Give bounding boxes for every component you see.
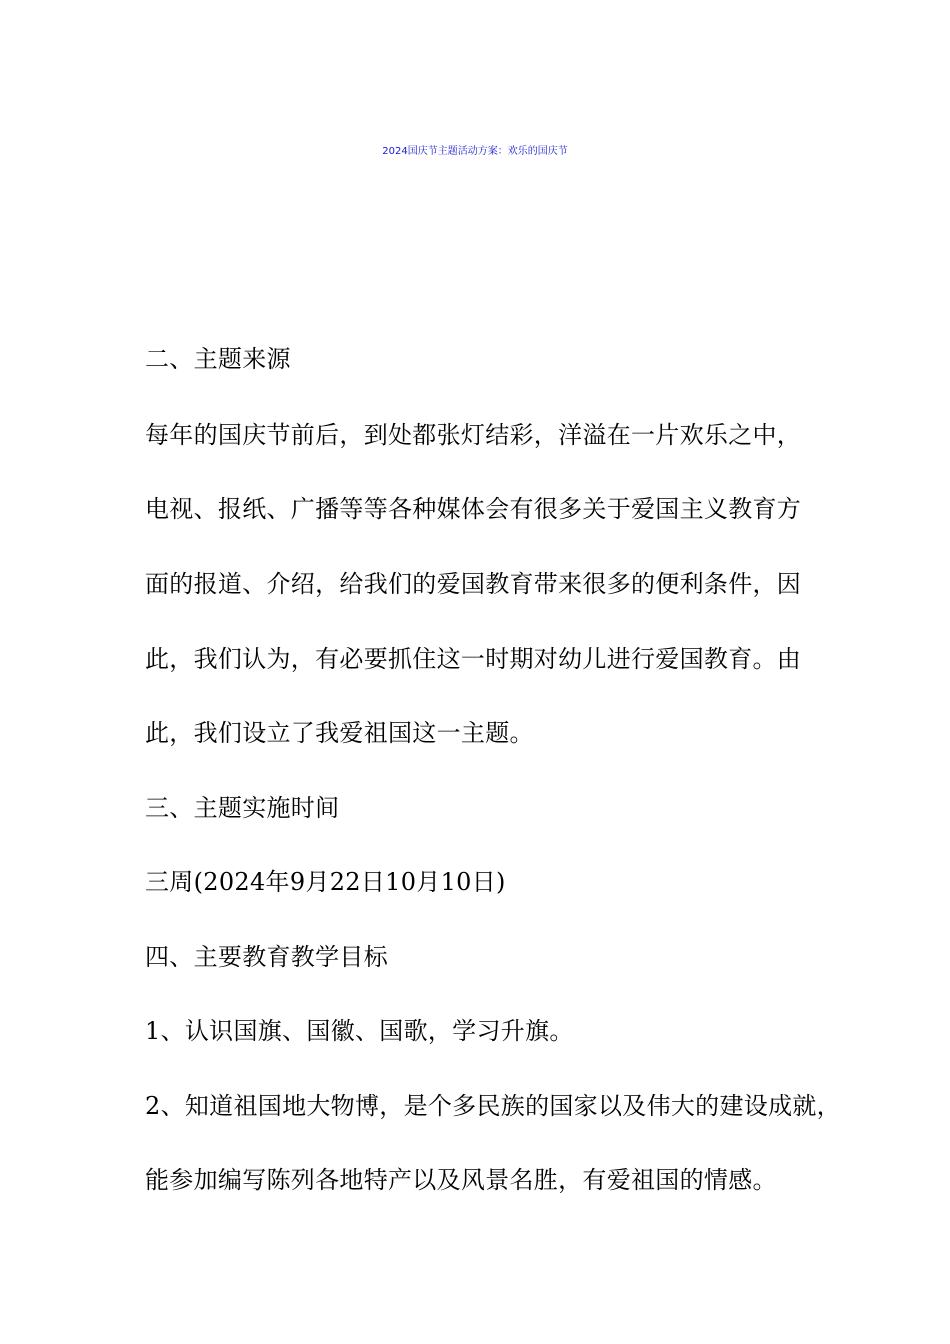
paragraph-line: 三周(2024年9月22日10月10日) [145,868,506,896]
paragraph-line: 此，我们设立了我爱祖国这一主题。 [145,719,534,747]
paragraph-line: 每年的国庆节前后，到处都张灯结彩，洋溢在一片欢乐之中， [145,421,802,449]
section-heading-teaching-goals: 四、主要教育教学目标 [145,943,388,971]
paragraph-line: 能参加编写陈列各地特产以及风景名胜，有爱祖国的情感。 [145,1166,777,1194]
paragraph-line: 此，我们认为，有必要抓住这一时期对幼儿进行爱国教育。由 [145,645,802,673]
paragraph-line: 电视、报纸、广播等等各种媒体会有很多关于爱国主义教育方 [145,495,802,523]
section-heading-theme-source: 二、主题来源 [145,345,291,373]
list-item: 1、认识国旗、国徽、国歌，学习升旗。 [145,1017,574,1045]
document-title: 2024国庆节主题活动方案：欢乐的国庆节 [382,146,568,157]
list-item: 2、知道祖国地大物博，是个多民族的国家以及伟大的建设成就， [145,1092,841,1120]
section-heading-implementation-time: 三、主题实施时间 [145,794,340,822]
paragraph-line: 面的报道、介绍，给我们的爱国教育带来很多的便利条件，因 [145,570,802,598]
